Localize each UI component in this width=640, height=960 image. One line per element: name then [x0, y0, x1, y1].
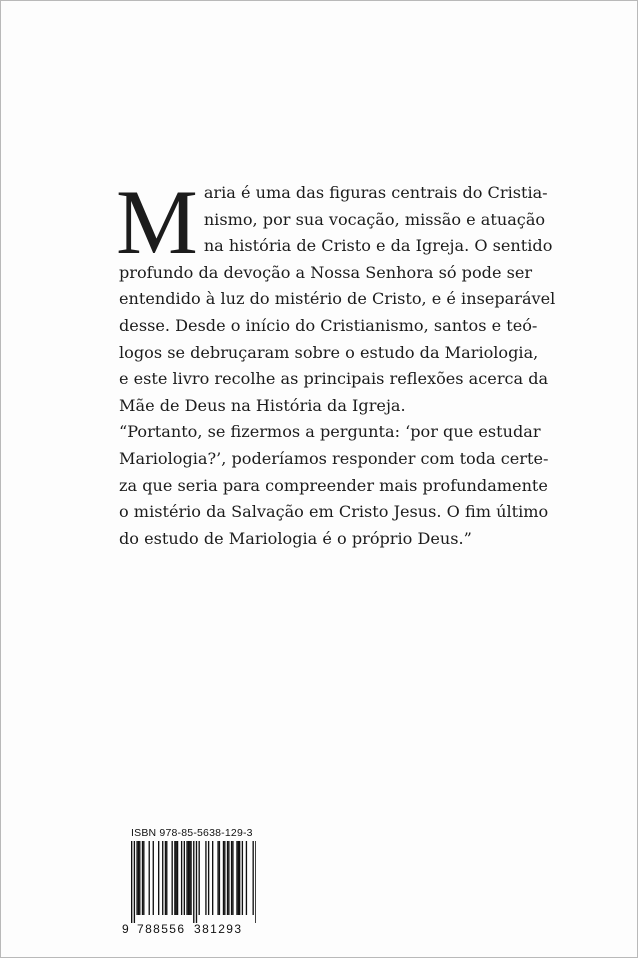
barcode-bar — [186, 841, 187, 915]
barcode-guard-bar — [196, 841, 197, 923]
barcode-bar — [174, 841, 175, 915]
barcode-bar — [253, 841, 254, 915]
barcode-graphic — [123, 841, 256, 923]
barcode-bar — [138, 841, 139, 915]
text-line: do estudo de Mariologia é o próprio Deus.” — [119, 528, 472, 548]
barcode-guard-bar — [134, 841, 135, 923]
barcode-bar — [228, 841, 229, 915]
barcode-bar — [181, 841, 182, 915]
text-line: e este livro recolhe as principais reflexões acerca da — [119, 369, 549, 389]
text-line: za que seria para compreender mais profundamente — [119, 475, 548, 495]
synopsis-paragraph-1 — [116, 171, 556, 419]
barcode-bar — [158, 841, 159, 915]
barcode-bar — [189, 841, 190, 915]
text-line: desse. Desde o início do Cristianismo, santos e teó- — [119, 315, 538, 335]
text-line: “Portanto, se fizermos a pergunta: ‘por que estudar — [119, 422, 541, 442]
barcode-bar — [166, 841, 167, 915]
barcode-bar — [219, 841, 220, 915]
barcode-bar — [199, 841, 200, 915]
drop-cap: M — [116, 171, 198, 273]
barcode-bar — [184, 841, 185, 915]
barcode-bar — [177, 841, 178, 915]
text-line: Mariologia?’, poderíamos responder com toda certe- — [119, 448, 549, 468]
barcode-bar — [172, 841, 173, 915]
barcode-bar — [205, 841, 206, 915]
barcode-bar — [143, 841, 144, 915]
barcode-bar — [149, 841, 150, 915]
barcode-bar — [190, 841, 191, 915]
barcode-bar — [165, 841, 166, 915]
barcode-bar — [231, 841, 232, 915]
isbn-label: ISBN 978-85-5638-129-3 — [131, 827, 253, 839]
barcode-digits-left: 788556 — [137, 922, 186, 936]
barcode-bar — [136, 841, 137, 915]
barcode-bar — [217, 841, 218, 915]
text-line: Mãe de Deus na História da Igreja. — [119, 395, 406, 415]
barcode-bar — [242, 841, 243, 915]
barcode-bar — [188, 841, 189, 915]
barcode-bar — [176, 841, 177, 915]
barcode-guard-bar — [255, 841, 256, 923]
barcode-guard-bar — [193, 841, 194, 923]
barcode-bar — [238, 841, 239, 915]
barcode-bar — [142, 841, 143, 915]
text-line: o mistério da Salvação em Cristo Jesus. O fim último — [119, 502, 549, 522]
barcode-bar — [236, 841, 237, 915]
barcode-bar — [139, 841, 140, 915]
barcode-digits-right: 381293 — [194, 922, 243, 936]
barcode-bar — [232, 841, 233, 915]
barcode-bar — [153, 841, 154, 915]
text-line: logos se debruçaram sobre o estudo da Mariologia, — [119, 342, 539, 362]
synopsis-paragraph-2 — [119, 419, 549, 552]
barcode-bar — [239, 841, 240, 915]
barcode-bar — [227, 841, 228, 915]
barcode-bar — [208, 841, 209, 915]
text-line: nismo, por sua vocação, missão e atuação — [203, 209, 546, 229]
barcode-bar — [162, 841, 163, 915]
text-line: na história de Cristo e da Igreja. O sentido — [203, 236, 553, 256]
synopsis-text — [116, 171, 556, 552]
text-line: entendido à luz do mistério de Cristo, e é inseparável — [119, 289, 556, 309]
text-line: aria é uma das figuras centrais do Cristia- — [203, 183, 548, 202]
barcode-bar — [223, 841, 224, 915]
barcode-bar — [224, 841, 225, 915]
barcode-digit-first: 9 — [122, 922, 131, 936]
barcode-bar — [212, 841, 213, 915]
text-line: profundo da devoção a Nossa Senhora só pode ser — [119, 262, 533, 282]
barcode-guard-bar — [131, 841, 132, 923]
barcode-bar — [246, 841, 247, 915]
isbn-barcode — [123, 841, 256, 923]
